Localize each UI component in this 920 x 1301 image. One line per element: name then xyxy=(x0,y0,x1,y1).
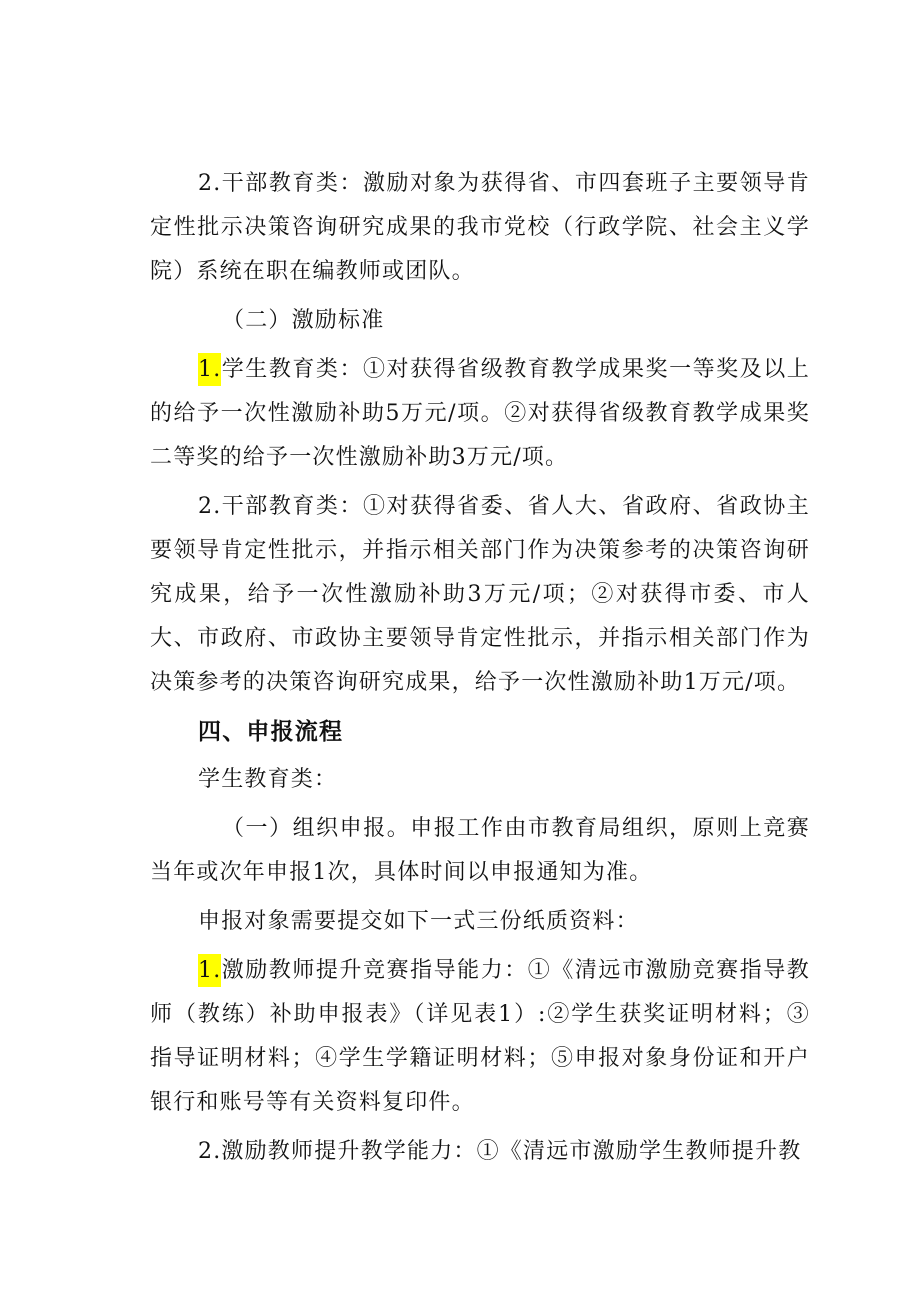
paragraph-submission-materials: 申报对象需要提交如下一式三份纸质资料： xyxy=(198,909,639,934)
document-body xyxy=(150,162,810,1179)
paragraph-student-education-label: 学生教育类： xyxy=(198,767,338,792)
paragraph-organize-application: （一）组织申报。申报工作由市教育局组织，原则上竞赛当年或次年申报1次，具体时间以申报通知为准。 xyxy=(150,816,810,885)
highlighted-number: 1. xyxy=(198,353,221,386)
section-heading-application-process: 四、申报流程 xyxy=(198,719,344,745)
paragraph-student-education-standard xyxy=(150,348,810,480)
paragraph-cadre-education-standard: 2.干部教育类：①对获得省委、省人大、省政府、省政协主要领导肯定性批示，并指示相关部门作为决策参考的决策咨询研究成果，给予一次性激励补助3万元/项；②对获得市委、市人大、市政府、市政协主要领导肯定性批示，并指示相关部门作为决策参考的决策咨询研究成果，给予一次性激励补助1万元/项。 xyxy=(150,494,810,695)
section-heading-incentive-standard: （二）激励标准 xyxy=(222,308,385,333)
paragraph-cadre-education-target: 2.干部教育类：激励对象为获得省、市四套班子主要领导肯定性批示决策咨询研究成果的我市党校（行政学院、社会主义学院）系统在职在编教师或团队。 xyxy=(150,171,810,284)
highlighted-number: 1. xyxy=(198,954,221,987)
paragraph-teaching-ability-materials: 2.激励教师提升教学能力：①《清远市激励学生教师提升教 xyxy=(198,1139,802,1164)
paragraph-text: 学生教育类：①对获得省级教育教学成果奖一等奖及以上的给予一次性激励补助5万元/项。②对获得省级教育教学成果奖二等奖的给予一次性激励补助3万元/项。 xyxy=(150,357,810,470)
paragraph-text: 激励教师提升竞赛指导能力：①《清远市激励竞赛指导教师（教练）补助申报表》（详见表1）:②学生获奖证明材料；③指导证明材料；④学生学籍证明材料；⑤申报对象身份证和开户银行和账号等有关资料复印件。 xyxy=(150,958,810,1115)
paragraph-competition-guidance-materials xyxy=(150,949,810,1125)
